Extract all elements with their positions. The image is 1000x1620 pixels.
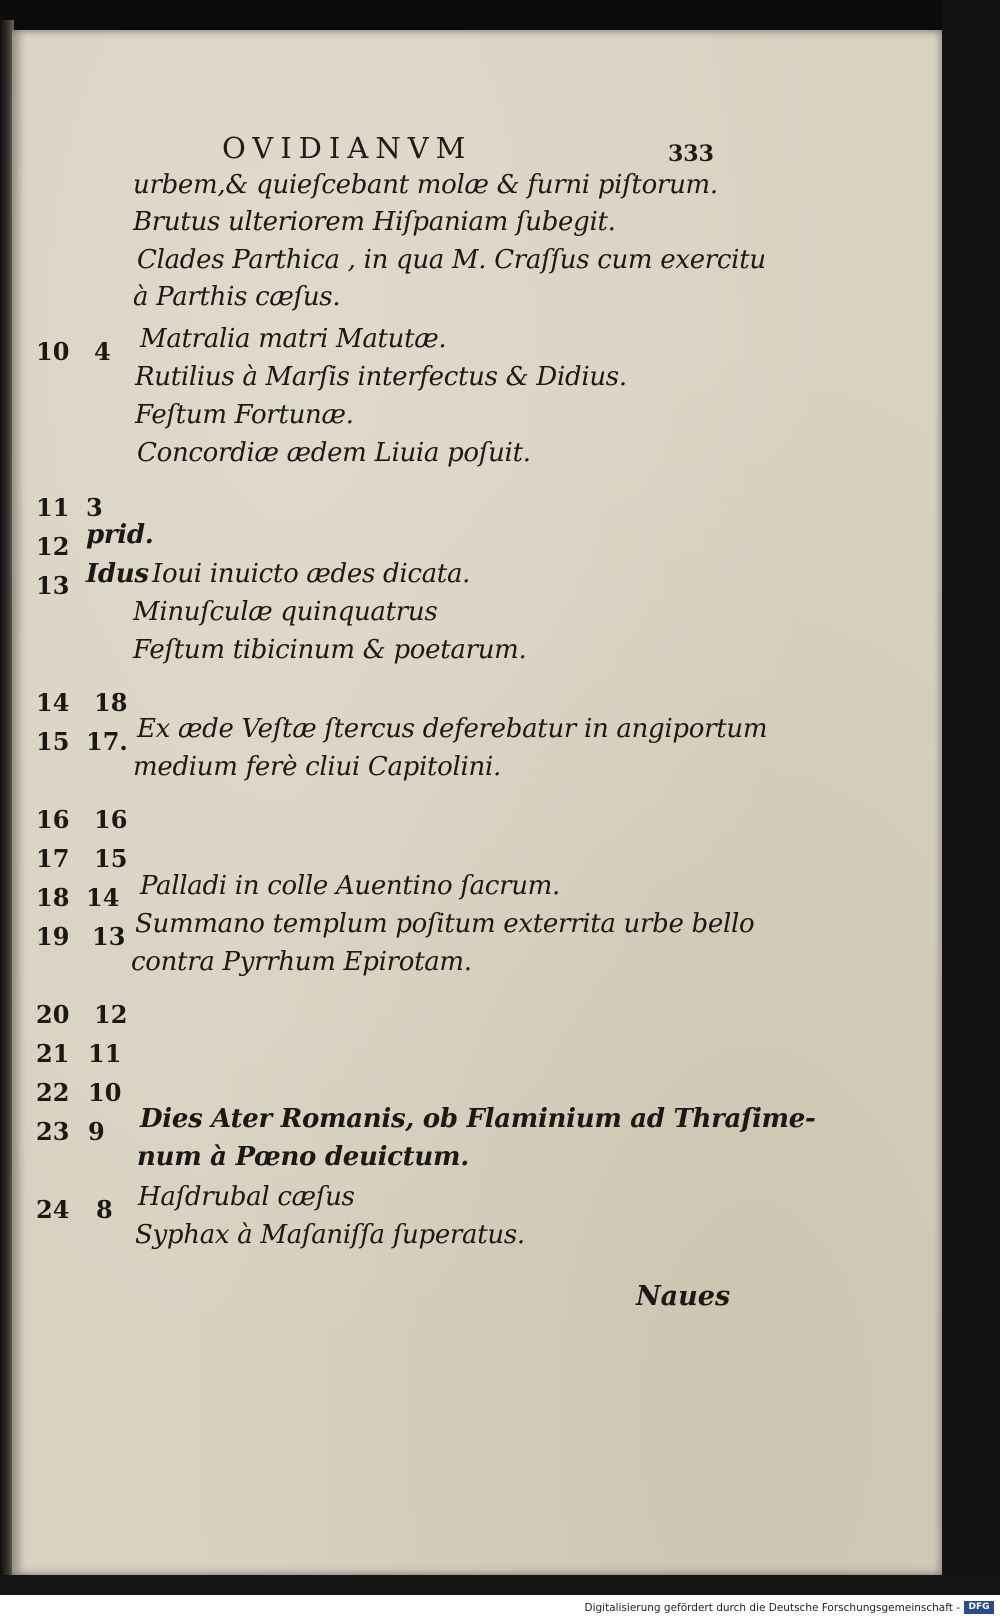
count-number: 8 [96,1195,113,1224]
day-number: 20 [36,1000,70,1029]
text-line: Matralia matri Matutæ. [140,324,447,354]
text-line: urbem,& quieſcebant molæ & furni piſtorum. [133,170,718,200]
text-line: à Parthis cæſus. [133,282,341,312]
scan-bottom-border [0,1575,1000,1595]
count-number: 15 [94,844,128,873]
text-line: Rutilius à Marſis interfectus & Didius. [135,362,627,392]
text-line: Brutus ulteriorem Hiſpaniam ſubegit. [133,207,616,237]
text-line: Palladi in colle Auentino ſacrum. [140,871,560,901]
scan-right-border [942,0,1000,1620]
day-number: 24 [36,1195,70,1224]
day-number: 15 [36,727,70,756]
footer-credit-text: Digitalisierung gefördert durch die Deutsche Forschungsgemeinschaft - [584,1602,960,1614]
count-number: 18 [94,688,128,717]
text-line: Summano templum poſitum exterrita urbe bello [135,909,755,939]
day-number: 10 [36,337,70,366]
count-number: 17. [86,727,128,756]
day-number: 19 [36,922,70,951]
page-number: 333 [668,141,714,167]
day-number: 12 [36,532,70,561]
text-line: Clades Parthica , in qua M. Craſſus cum exercitu [137,245,766,275]
text-line: Dies Ater Romanis, ob Flaminium ad Thraſime- [140,1104,816,1134]
count-number: 13 [92,922,126,951]
count-number: 14 [86,883,120,912]
day-number: 13 [36,571,70,600]
count-label: Idus [86,559,149,589]
text-line: medium ferè cliui Capitolini. [133,752,501,782]
dfg-logo: DFG [964,1601,994,1614]
text-line: Ex æde Veſtæ ſtercus deferebatur in angiportum [137,714,768,744]
count-number: 9 [88,1117,105,1146]
text-line: num à Pœno deuictum. [137,1142,469,1172]
text-line: contra Pyrrhum Epirotam. [131,947,472,977]
day-number: 22 [36,1078,70,1107]
count-number: 16 [94,805,128,834]
day-number: 21 [36,1039,70,1068]
text-line: Feſtum Fortunæ. [135,400,354,430]
catchword: Naues [636,1281,731,1312]
digitization-footer [0,1595,1000,1620]
day-number: 17 [36,844,70,873]
text-line: Syphax à Maſaniſſa ſuperatus. [135,1220,525,1250]
count-number: 4 [94,337,111,366]
text-line: Haſdrubal cæſus [138,1182,355,1212]
text-line: Feſtum tibicinum & poetarum. [133,635,527,665]
day-number: 23 [36,1117,70,1146]
day-number: 11 [36,493,70,522]
text-line: Ioui inuicto ædes dicata. [152,559,471,589]
text-line: Concordiæ ædem Liuia poſuit. [137,438,531,468]
count-label: prid. [86,520,154,550]
count-number: 10 [88,1078,122,1107]
count-number: 3 [86,493,103,522]
count-number: 12 [94,1000,128,1029]
running-head: OVIDIANVM [222,131,473,165]
count-number: 11 [88,1039,122,1068]
day-number: 16 [36,805,70,834]
day-number: 14 [36,688,70,717]
text-line: Minuſculæ quinquatrus [133,597,438,627]
day-number: 18 [36,883,70,912]
scan-top-border [0,0,1000,32]
